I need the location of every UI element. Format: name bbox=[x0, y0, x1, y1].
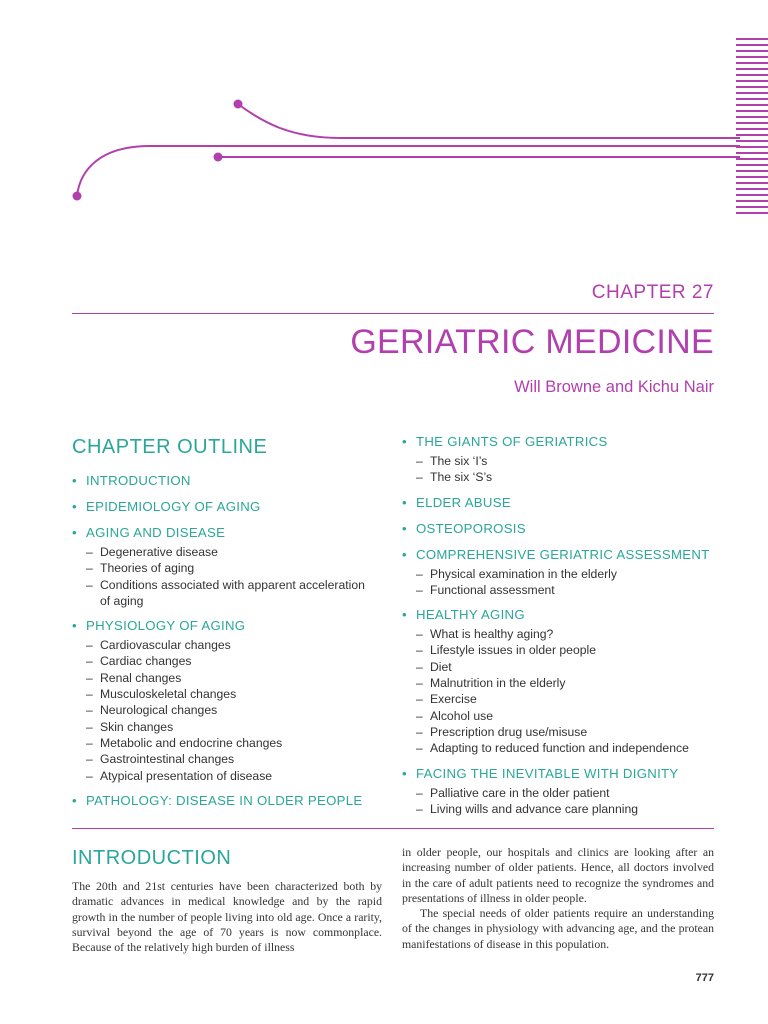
outline-section bbox=[72, 498, 372, 516]
outline-section-title bbox=[72, 472, 372, 490]
outline-subitem-label: The six ‘S’s bbox=[430, 470, 493, 485]
outline-section-label: FACING THE INEVITABLE WITH DIGNITY bbox=[416, 765, 679, 781]
outline-section-title bbox=[402, 520, 722, 538]
outline-subitem-list bbox=[402, 626, 722, 756]
dash-icon: – bbox=[416, 470, 423, 485]
outline-section-title bbox=[72, 617, 372, 635]
outline-subitem bbox=[72, 577, 372, 610]
dash-icon: – bbox=[86, 687, 93, 702]
outline-subitem bbox=[402, 469, 722, 485]
introduction-right-column bbox=[402, 845, 714, 952]
bullet-icon: • bbox=[72, 618, 77, 634]
outline-subitem-label: Neurological changes bbox=[100, 703, 218, 718]
outline-subitem bbox=[72, 637, 372, 653]
outline-subitem-label: Palliative care in the older patient bbox=[430, 785, 610, 800]
outline-subitem-label: Functional assessment bbox=[430, 582, 555, 597]
outline-section-label: EPIDEMIOLOGY OF AGING bbox=[86, 499, 261, 514]
outline-subitem bbox=[402, 453, 722, 469]
deco-dot-2 bbox=[73, 192, 82, 201]
outline-subitem bbox=[72, 751, 372, 767]
deco-dot-3 bbox=[214, 153, 223, 162]
outline-subitem-label: Exercise bbox=[430, 692, 477, 707]
outline-section-title bbox=[402, 765, 722, 783]
header-stripes bbox=[736, 38, 768, 218]
dash-icon: – bbox=[416, 692, 423, 707]
outline-section-label: AGING AND DISEASE bbox=[86, 525, 226, 540]
dash-icon: – bbox=[86, 768, 93, 783]
outline-section-title bbox=[72, 792, 372, 810]
outline-subitem-label: Gastrointestinal changes bbox=[100, 752, 235, 767]
introduction-paragraph-2: The special needs of older patients require an understanding of the changes in physiology with advancing age, and the protean manifestations of disease in this population. bbox=[402, 906, 714, 951]
outline-left-column bbox=[72, 436, 372, 818]
dash-icon: – bbox=[416, 708, 423, 723]
outline-subitem-list bbox=[72, 544, 372, 609]
dash-icon: – bbox=[86, 719, 93, 734]
outline-subitem bbox=[402, 626, 722, 642]
dash-icon: – bbox=[416, 643, 423, 658]
outline-subitem-label: Degenerative disease bbox=[100, 545, 218, 559]
dash-icon: – bbox=[86, 577, 93, 592]
outline-subitem-list bbox=[402, 566, 722, 599]
outline-section-label: OSTEOPOROSIS bbox=[416, 520, 526, 536]
outline-subitem-label: Diet bbox=[430, 659, 452, 674]
outline-section-label: COMPREHENSIVE GERIATRIC ASSESSMENT bbox=[416, 546, 710, 562]
outline-subitem-label: Cardiac changes bbox=[100, 654, 192, 669]
deco-curve-upper bbox=[238, 104, 740, 138]
outline-subitem-label: Adapting to reduced function and independence bbox=[430, 741, 689, 756]
outline-section bbox=[402, 433, 722, 486]
outline-subitem-label: Skin changes bbox=[100, 719, 174, 734]
outline-subitem-label: Malnutrition in the elderly bbox=[430, 676, 566, 691]
header-decoration bbox=[0, 0, 768, 230]
outline-right-sections bbox=[402, 433, 722, 817]
introduction-left-column bbox=[72, 879, 382, 955]
outline-subitem-label: What is healthy aging? bbox=[430, 627, 554, 642]
outline-section-label: PATHOLOGY: DISEASE IN OLDER PEOPLE bbox=[86, 792, 363, 808]
outline-heading: CHAPTER OUTLINE bbox=[72, 436, 268, 458]
dash-icon: – bbox=[86, 638, 93, 653]
introduction-heading: INTRODUCTION bbox=[72, 847, 232, 869]
outline-subitem-label: Alcohol use bbox=[430, 708, 494, 723]
outline-subitem bbox=[402, 659, 722, 675]
introduction-paragraph-1: The 20th and 21st centuries have been characterized both by dramatic advances in medical knowledge and by the rapid growth in the number of people living into old age. Once a rarity, survival beyond the age of 70 years is now commonplace. Because of the relatively high burden of illness bbox=[72, 879, 382, 955]
deco-curve-lower bbox=[77, 146, 740, 196]
outline-subitem bbox=[72, 719, 372, 735]
outline-section-label: THE GIANTS OF GERIATRICS bbox=[416, 434, 608, 449]
outline-subitem-label: Cardiovascular changes bbox=[100, 638, 231, 653]
outline-section bbox=[72, 524, 372, 609]
outline-subitem bbox=[402, 582, 722, 598]
outline-section-label: ELDER ABUSE bbox=[416, 494, 511, 510]
outline-subitem bbox=[402, 785, 722, 801]
chapter-number: CHAPTER 27 bbox=[591, 282, 714, 303]
dash-icon: – bbox=[416, 566, 423, 581]
bullet-icon: • bbox=[72, 473, 77, 488]
outline-section bbox=[402, 520, 722, 538]
outline-section-label: INTRODUCTION bbox=[86, 473, 191, 488]
dash-icon: – bbox=[416, 785, 423, 800]
bullet-icon: • bbox=[72, 525, 77, 540]
dash-icon: – bbox=[86, 545, 93, 559]
outline-subitem-label: Physical examination in the elderly bbox=[430, 566, 617, 581]
introduction-paragraph-1-continued: in older people, our hospitals and clinics are looking after an increasing number of older patients. Hence, all doctors involved in the care of adult patients need to recognize the syndromes and presentations of illness in older people. bbox=[402, 845, 714, 905]
deco-dot-1 bbox=[234, 100, 243, 109]
dash-icon: – bbox=[86, 703, 93, 718]
dash-icon: – bbox=[416, 627, 423, 642]
bullet-icon: • bbox=[402, 494, 407, 510]
bullet-icon: • bbox=[402, 546, 407, 562]
outline-section bbox=[72, 792, 372, 810]
outline-subitem bbox=[72, 653, 372, 669]
outline-subitem bbox=[402, 691, 722, 707]
outline-section-title bbox=[402, 546, 722, 564]
outline-section-title bbox=[72, 498, 372, 516]
chapter-rule bbox=[72, 313, 714, 314]
bullet-icon: • bbox=[72, 792, 77, 808]
outline-subitem-label: Theories of aging bbox=[100, 561, 195, 576]
outline-subitem-label: Prescription drug use/misuse bbox=[430, 724, 588, 739]
outline-subitem-label: Lifestyle issues in older people bbox=[430, 643, 596, 658]
outline-subitem-label: Renal changes bbox=[100, 670, 182, 685]
outline-subitem bbox=[402, 740, 722, 756]
outline-subitem bbox=[72, 735, 372, 751]
outline-subitem bbox=[402, 724, 722, 740]
outline-subitem-label: Atypical presentation of disease bbox=[100, 768, 273, 783]
outline-section bbox=[402, 765, 722, 818]
outline-section bbox=[72, 472, 372, 490]
outline-subitem bbox=[72, 702, 372, 718]
bullet-icon: • bbox=[402, 765, 407, 781]
outline-section-title bbox=[402, 433, 722, 451]
chapter-title: GERIATRIC MEDICINE bbox=[350, 323, 714, 361]
outline-section bbox=[402, 606, 722, 756]
outline-subitem bbox=[402, 566, 722, 582]
dash-icon: – bbox=[416, 676, 423, 691]
outline-section bbox=[72, 617, 372, 784]
outline-subitem-label: Musculoskeletal changes bbox=[100, 687, 237, 702]
page-number: 777 bbox=[695, 972, 714, 984]
outline-subitem bbox=[72, 768, 372, 784]
bullet-icon: • bbox=[402, 607, 407, 623]
outline-subitem bbox=[402, 801, 722, 817]
dash-icon: – bbox=[416, 582, 423, 597]
dash-icon: – bbox=[86, 654, 93, 669]
outline-subitem bbox=[72, 686, 372, 702]
outline-divider bbox=[72, 828, 714, 829]
dash-icon: – bbox=[86, 752, 93, 767]
outline-section-title bbox=[402, 494, 722, 512]
outline-subitem-label: The six ‘I’s bbox=[430, 454, 488, 468]
outline-right-column bbox=[402, 433, 722, 825]
dash-icon: – bbox=[416, 454, 423, 468]
outline-subitem bbox=[72, 544, 372, 560]
dash-icon: – bbox=[416, 659, 423, 674]
outline-section-label: HEALTHY AGING bbox=[416, 607, 525, 623]
outline-subitem-label: Metabolic and endocrine changes bbox=[100, 735, 283, 750]
dash-icon: – bbox=[86, 735, 93, 750]
dash-icon: – bbox=[86, 561, 93, 576]
outline-subitem bbox=[402, 708, 722, 724]
outline-section bbox=[402, 494, 722, 512]
outline-subitem-list bbox=[402, 453, 722, 486]
bullet-icon: • bbox=[402, 520, 407, 536]
outline-subitem-list bbox=[402, 785, 722, 818]
outline-left-sections bbox=[72, 472, 372, 810]
outline-section-title bbox=[72, 524, 372, 542]
outline-subitem-label: Conditions associated with apparent acceleration of aging bbox=[100, 577, 365, 608]
outline-section-title bbox=[402, 606, 722, 624]
chapter-authors: Will Browne and Kichu Nair bbox=[514, 378, 714, 396]
bullet-icon: • bbox=[72, 499, 77, 514]
outline-section bbox=[402, 546, 722, 599]
outline-subitem bbox=[72, 560, 372, 576]
dash-icon: – bbox=[416, 741, 423, 756]
outline-section-label: PHYSIOLOGY OF AGING bbox=[86, 618, 246, 634]
outline-subitem-label: Living wills and advance care planning bbox=[430, 801, 638, 816]
outline-subitem-list bbox=[72, 637, 372, 784]
outline-subitem bbox=[402, 642, 722, 658]
outline-subitem bbox=[72, 670, 372, 686]
bullet-icon: • bbox=[402, 434, 407, 449]
dash-icon: – bbox=[86, 670, 93, 685]
dash-icon: – bbox=[416, 801, 423, 816]
dash-icon: – bbox=[416, 724, 423, 739]
outline-subitem bbox=[402, 675, 722, 691]
